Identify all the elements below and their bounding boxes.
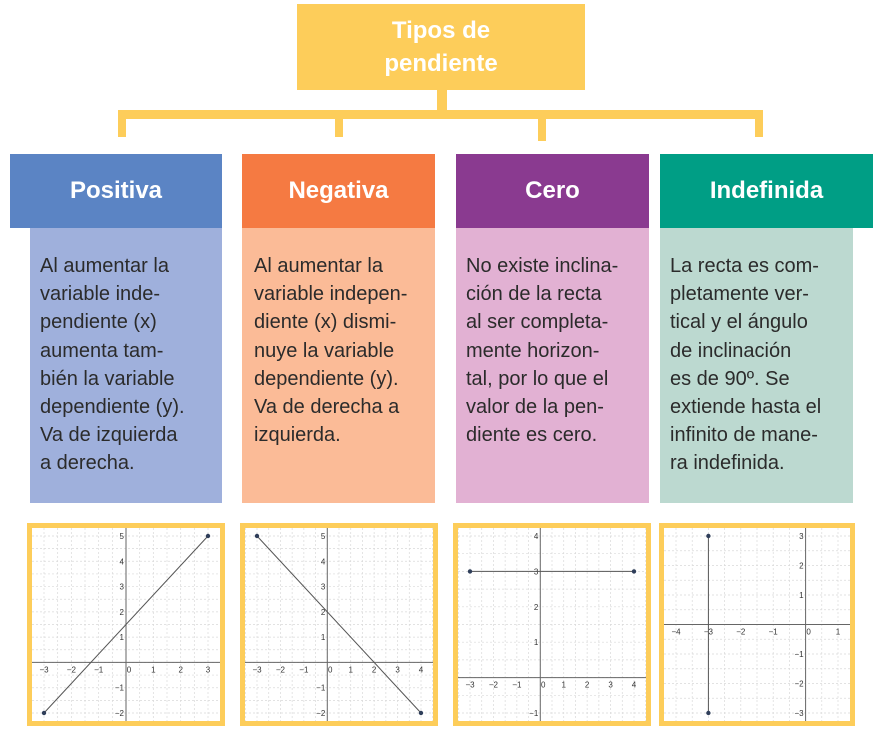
connector-drop-negativa [335,110,343,137]
connector-stem [437,90,447,110]
description-line: al ser completa- [466,311,609,334]
description-line: es de 90º. Se [670,367,790,390]
y-tick-label: 4 [533,532,539,541]
y-tick-label: 4 [320,557,326,567]
y-tick-label: 3 [799,532,804,541]
header-indefinida-label: Indefinida [709,177,824,204]
line-endpoint [42,711,46,715]
description-line: La recta es com- [670,255,819,277]
y-tick-label: 1 [533,638,539,648]
line-endpoint [706,711,710,715]
graph-frame-negativa [240,523,438,726]
x-tick-label: 3 [395,665,400,675]
header-negativa [242,154,435,228]
y-tick-label: 4 [119,557,124,567]
description-line: dependiente (y). [254,367,399,390]
description-line: infinito de mane- [670,424,818,447]
y-tick-label: −1 [794,650,804,659]
description-positiva [30,228,222,503]
y-tick-label: −1 [316,683,326,693]
header-indefinida [660,154,873,228]
root-title-line-1: Tipos de [391,17,491,44]
x-tick-label: 1 [835,627,841,637]
description-line: Va de izquierda [40,424,178,447]
graph-cero [458,528,646,721]
description-line: mente horizon- [466,339,600,362]
header-cero [456,154,649,228]
y-tick-label: −1 [114,683,124,693]
graph-frame-positiva [27,523,225,726]
y-tick-label: 5 [320,532,326,541]
x-tick-label: −2 [66,665,76,675]
line-endpoint [706,534,710,538]
x-tick-label: −4 [671,627,681,637]
description-line: No existe inclina- [466,255,619,277]
header-positiva-label: Positiva [69,177,163,204]
header-negativa-label: Negativa [288,177,389,204]
y-tick-label: 2 [119,607,124,617]
root-title-line-2: pendiente [384,50,498,77]
x-tick-label: 2 [584,680,590,690]
line-endpoint [419,711,423,715]
description-line: variable indepen- [254,283,408,306]
y-tick-label: 3 [533,567,539,577]
x-tick-label: 0 [806,627,811,637]
description-line: aumenta tam- [40,339,164,362]
description-indefinida [660,228,853,503]
x-tick-label: 4 [631,680,637,690]
x-tick-label: −1 [299,665,309,675]
graph-positiva [32,528,220,721]
header-cero-label: Cero [525,177,580,204]
y-tick-label: −2 [794,679,804,689]
line-endpoint [206,534,210,538]
y-tick-label: −3 [794,709,804,718]
description-line: ra indefinida. [670,452,785,475]
y-tick-label: −2 [316,709,326,718]
x-tick-label: −2 [488,680,498,690]
connector-drop-cero [538,110,546,141]
description-line: a derecha. [40,452,135,475]
x-tick-label: −2 [736,627,746,637]
y-tick-label: 1 [320,633,326,643]
y-tick-label: 2 [799,561,804,571]
description-line: diente (x) dismi- [254,311,397,334]
x-tick-label: 4 [418,665,424,675]
description-line: de inclinación [670,339,792,362]
y-tick-label: 2 [533,602,539,612]
description-line: pletamente ver- [670,283,809,306]
y-tick-label: 5 [119,532,124,541]
x-tick-label: 0 [126,665,132,675]
description-line: variable inde- [40,283,161,306]
description-line: dependiente (y). [40,396,185,419]
description-line: tical y el ángulo [670,311,808,334]
x-tick-label: 1 [151,665,156,675]
description-line: nuye la variable [254,339,395,362]
x-tick-label: −3 [39,665,49,675]
y-tick-label: −2 [114,709,124,718]
y-tick-label: 3 [320,582,326,592]
graph-frame-indefinida [659,523,855,726]
graph-frame-cero [453,523,651,726]
description-line: Va de derecha a [254,396,400,419]
x-tick-label: −2 [275,665,285,675]
connector-drop-indefinida [755,110,763,137]
description-negativa [242,228,435,503]
description-line: bién la variable [40,367,175,390]
description-line: pendiente (x) [40,311,157,334]
x-tick-label: −1 [768,627,778,637]
description-cero [456,228,649,503]
root-title-box [297,4,585,90]
y-tick-label: 2 [320,607,326,617]
x-tick-label: 2 [371,665,377,675]
description-line: extiende hasta el [670,396,822,419]
description-line: valor de la pen- [466,396,604,419]
description-line: diente es cero. [466,424,598,447]
x-tick-label: 0 [541,680,546,690]
x-tick-label: 3 [205,665,211,675]
description-line: ción de la recta [466,283,602,306]
y-tick-label: −1 [529,709,539,718]
graph-negativa [245,528,433,721]
x-tick-label: −3 [703,627,713,637]
x-tick-label: −3 [252,665,262,675]
y-tick-label: 1 [119,633,124,643]
x-tick-label: −3 [465,680,475,690]
line-endpoint [632,569,636,573]
description-line: tal, por lo que el [466,367,609,390]
x-tick-label: 3 [608,680,613,690]
description-line: Al aumentar la [254,255,383,277]
connector-drop-positiva [118,110,126,137]
x-tick-label: 0 [328,665,333,675]
x-tick-label: −1 [512,680,522,690]
graph-indefinida [664,528,850,721]
x-tick-label: 2 [178,665,183,675]
x-tick-label: 1 [348,665,353,675]
line-endpoint [255,534,259,538]
x-tick-label: 1 [561,680,566,690]
y-tick-label: 3 [119,582,124,592]
header-positiva [10,154,222,228]
connector-horizontal [118,110,763,119]
description-line: Al aumentar la [40,255,169,277]
y-tick-label: 1 [799,591,804,600]
line-endpoint [468,569,472,573]
description-line: izquierda. [254,424,341,447]
x-tick-label: −1 [94,665,104,675]
